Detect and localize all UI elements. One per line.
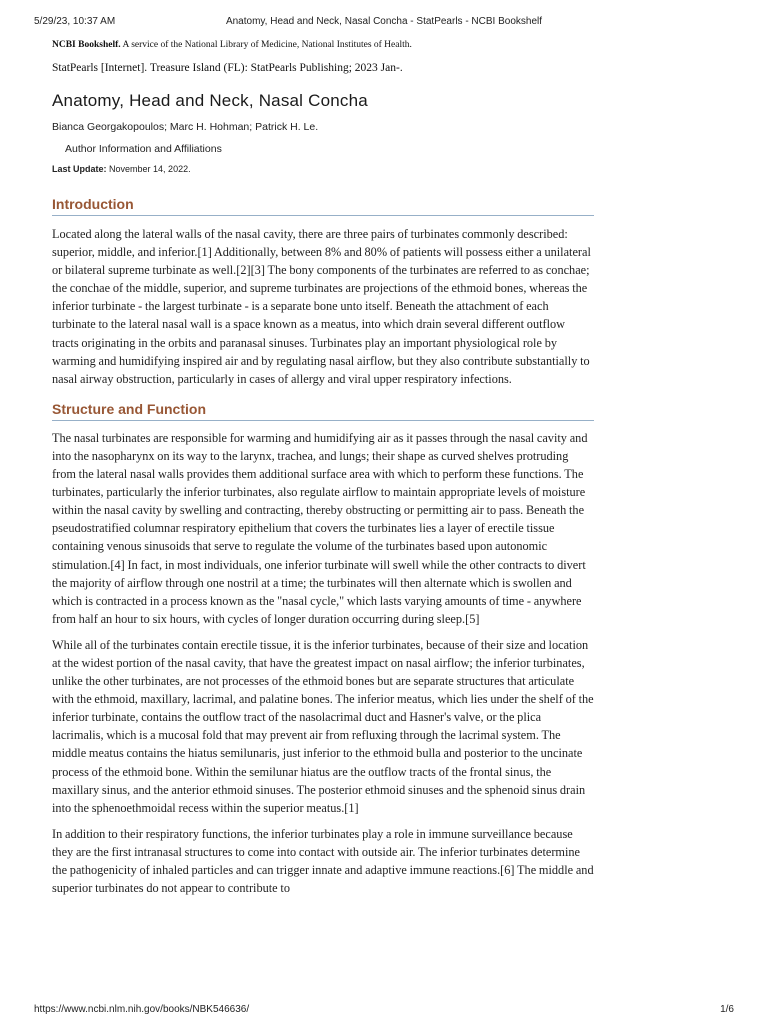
- structure-paragraph-3: In addition to their respiratory functions, the inferior turbinates play a role in immune surveillance because they are the first intranasal structures to come into contact with outside air. The inferior turbinates determine the pathogenicity of inhaled particles and can trigger innate and adaptive immune reactions.[6] The middle and superior turbinates do not appear to contribute to: [52, 826, 594, 896]
- print-url: https://www.ncbi.nlm.nih.gov/books/NBK546636/: [34, 1004, 250, 1015]
- last-update-value: November 14, 2022.: [109, 164, 191, 174]
- section-heading-introduction: Introduction: [52, 195, 594, 216]
- print-page-number: 1/6: [720, 1004, 734, 1015]
- article-page: [52, 38, 594, 897]
- print-header: [34, 16, 734, 30]
- citation: StatPearls [Internet]. Treasure Island (FL): StatPearls Publishing; 2023 Jan-.: [52, 62, 403, 74]
- last-update: [52, 162, 594, 176]
- section-heading-structure-function: Structure and Function: [52, 400, 594, 421]
- bookshelf-brand-link[interactable]: NCBI Bookshelf.: [52, 40, 121, 50]
- print-page-title: Anatomy, Head and Neck, Nasal Concha - StatPearls - NCBI Bookshelf: [225, 16, 543, 27]
- bookshelf-service-text: A service of the National Library of Medicine, National Institutes of Health.: [122, 40, 412, 50]
- author-list: Bianca Georgakopoulos; Marc H. Hohman; Patrick H. Le.: [52, 121, 319, 133]
- print-footer: [34, 1004, 734, 1018]
- introduction-paragraph: Located along the lateral walls of the nasal cavity, there are three pairs of turbinates commonly described: superior, middle, and inferior.[1] Additionally, between 8% and 80% of patients will possess either a unilateral or bilateral supreme turbinate as well.[2][3] The bony components of the turbinates are referred to as conchae; the conchae of the middle, superior, and supreme turbinates are projections of the ethmoid bones, whereas the inferior turbinate - the largest turbinate - is a separate bone unto itself. Beneath the attachment of each turbinate to the lateral nasal wall is a space known as a meatus, into which drain several different outflow tracts originating in the orbits and paranasal sinuses. Turbinates play an important physiological role by warming and humidifying inspired air and by regulating nasal airflow, but they also contribute substantially to nasal airway obstruction, particularly in cases of allergy and viral upper respiratory infections.: [52, 227, 591, 386]
- bookshelf-banner: [52, 38, 594, 52]
- last-update-label: Last Update:: [52, 164, 107, 174]
- print-datetime: 5/29/23, 10:37 AM: [34, 16, 116, 27]
- structure-paragraph-2: While all of the turbinates contain erectile tissue, it is the inferior turbinates, because of their size and location at the widest portion of the nasal cavity, that have the greatest impact on nasal airflow; the inferior turbinates, unlike the other turbinates, are not processes of the ethmoid bones but are separate structures that articulate with the ethmoid, maxillary, lacrimal, and palatine bones. The inferior meatus, which lies under the shelf of the inferior turbinate, contains the outflow tract of the nasolacrimal duct and Hasner's valve, or the plica lacrimalis, which is a mucosal fold that may prevent air from refluxing through the lacrimal system. The middle meatus contains the hiatus semilunaris, just inferior to the ethmoid bulla and posterior to the uncinate process of the ethmoid bone. Within the semilunar hiatus are the outflow tracts of the frontal sinus, the maxillary sinus, and the anterior ethmoid sinuses. The posterior ethmoid sinuses and the sphenoid sinus drain into the sphenoethmoidal recess within the superior meatus.[1]: [52, 637, 594, 815]
- structure-paragraph-1: The nasal turbinates are responsible for warming and humidifying air as it passes through the nasal cavity and into the nasopharynx on its way to the larynx, trachea, and lungs; their shape as curved shelves protruding from the lateral nasal walls provides them additional surface area with which to perform these functions. The turbinates, particularly the inferior turbinates, also regulate airflow to maintain appropriate levels of moisture within the nasal cavity by swelling and contracting, thereby obstructing or permitting air to pass. Beneath the pseudostratified columnar respiratory epithelium that covers the turbinates lies a layer of erectile tissue containing venous sinusoids that serve to regulate the volume of the turbinates based upon autonomic stimulation.[4] In fact, in most individuals, one inferior turbinate will swell while the other contracts to divert the majority of airflow through one nostril at a time; the turbinates will then alternate which is swollen and which is contracted in a process known as the "nasal cycle," which lasts varying amounts of time - anywhere from half an hour to six hours, with cycles of longer duration occurring during sleep.[5]: [52, 430, 588, 626]
- article-title: Anatomy, Head and Neck, Nasal Concha: [52, 91, 368, 110]
- author-info-link[interactable]: Author Information and Affiliations: [65, 143, 222, 155]
